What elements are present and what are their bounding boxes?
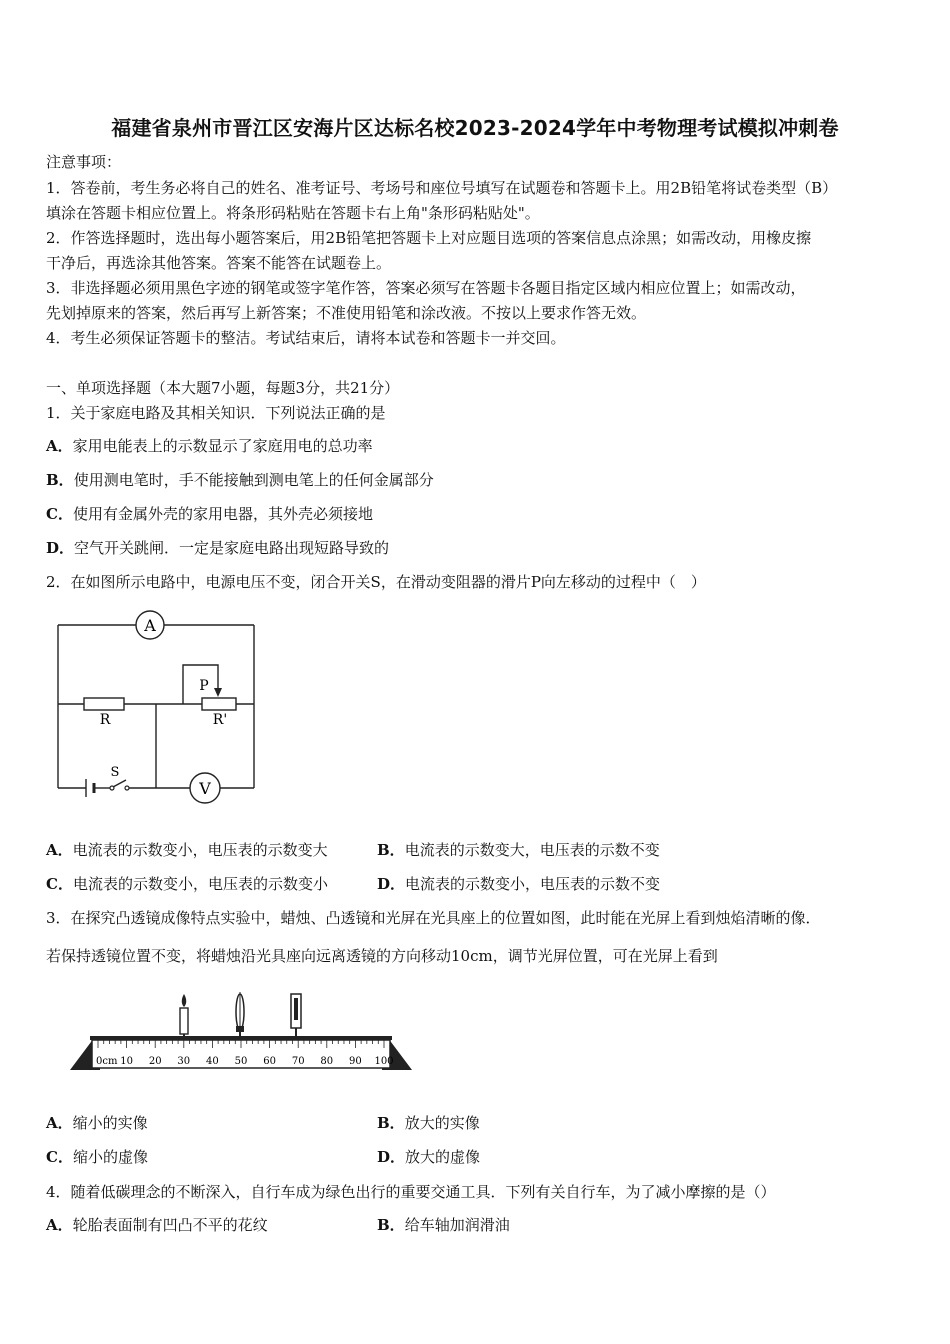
bench-tick-label: 80: [320, 1056, 334, 1067]
q2-option-b: [377, 840, 660, 860]
option-label: D．: [377, 875, 406, 893]
option-text: 电流表的示数变大，电压表的示数不变: [404, 841, 660, 859]
option-label: A．: [46, 1114, 73, 1132]
option-text: 放大的实像: [404, 1114, 480, 1132]
option-label: C．: [46, 875, 73, 893]
option-label: B．: [377, 841, 405, 859]
bench-tick-label: 50: [234, 1056, 248, 1067]
notice-line: 3．非选择题必须用黑色字迹的钢笔或签字笔作答，答案必须写在答题卡各题目指定区域内相应位置上；如需改动，: [46, 279, 806, 297]
notice-heading: 注意事项：: [46, 153, 122, 171]
slider-label: P: [199, 678, 209, 694]
lens-icon: [236, 992, 244, 1040]
option-label: D．: [46, 539, 75, 557]
question-3-stem: 3．在探究凸透镜成像特点实验中，蜡烛、凸透镜和光屏在光具座上的位置如图，此时能在光屏上看到烛焰清晰的像．: [46, 909, 821, 927]
q1-option-b: [46, 470, 434, 490]
q4-option-b: [377, 1215, 510, 1235]
resistor-icon: [84, 698, 124, 710]
notice-line: 4．考生必须保证答题卡的整洁。考试结束后，请将本试卷和答题卡一并交回。: [46, 329, 566, 347]
option-text: 放大的虚像: [405, 1148, 481, 1166]
option-text: 使用有金属外壳的家用电器，其外壳必须接地: [72, 505, 373, 523]
q1-option-a: [46, 436, 373, 456]
bench-tick-label: 100: [374, 1056, 394, 1067]
notice-line: 1．答卷前，考生务必将自己的姓名、准考证号、考场号和座位号填写在试题卷和答题卡上。用2B铅笔将试卷类型（B）: [46, 179, 838, 197]
candle-icon: [180, 994, 188, 1040]
optical-bench-diagram: [68, 990, 414, 1074]
notice-line: 干净后，再选涂其他答案。答案不能答在试题卷上。: [46, 254, 392, 272]
option-label: A．: [46, 841, 73, 859]
question-3-stem-cont: 若保持透镜位置不变，将蜡烛沿光具座向远离透镜的方向移动10cm，调节光屏位置，可在光屏上看到: [46, 947, 718, 965]
option-label: B．: [46, 471, 74, 489]
q2-option-c: [46, 874, 328, 894]
option-label: B．: [377, 1216, 405, 1234]
q1-option-d: [46, 538, 389, 558]
question-2-stem: 2．在如图所示电路中，电源电压不变，闭合开关S，在滑动变阻器的滑片P向左移动的过程中（ ）: [46, 573, 706, 591]
q3-option-c: [46, 1147, 148, 1167]
option-label: C．: [46, 1148, 73, 1166]
option-text: 给车轴加润滑油: [404, 1216, 510, 1234]
screen-icon: [291, 994, 301, 1040]
question-1-stem: 1．关于家庭电路及其相关知识．下列说法正确的是: [46, 404, 386, 422]
q3-option-b: [377, 1113, 480, 1133]
option-text: 轮胎表面制有凹凸不平的花纹: [72, 1216, 268, 1234]
option-text: 缩小的虚像: [72, 1148, 148, 1166]
notice-line: 先划掉原来的答案，然后再写上新答案；不准使用铅笔和涂改液。不按以上要求作答无效。: [46, 304, 647, 322]
option-text: 电流表的示数变小，电压表的示数变小: [72, 875, 328, 893]
q1-option-c: [46, 504, 373, 524]
option-label: A．: [46, 1216, 73, 1234]
bench-tick-label: 0cm: [96, 1056, 118, 1067]
q3-option-d: [377, 1147, 480, 1167]
voltmeter-label: V: [199, 779, 211, 798]
slider-arrow-icon: [214, 688, 222, 697]
option-text: 缩小的实像: [72, 1114, 148, 1132]
bench-tick-label: 90: [349, 1056, 362, 1067]
option-label: C．: [46, 505, 73, 523]
bench-tick-label: 30: [177, 1056, 191, 1067]
option-label: B．: [377, 1114, 405, 1132]
q2-option-d: [377, 874, 660, 894]
rheostat-icon: [202, 698, 236, 710]
bench-tick-label: 40: [206, 1056, 219, 1067]
option-text: 电流表的示数变小，电压表的示数不变: [405, 875, 661, 893]
option-label: D．: [377, 1148, 406, 1166]
rheostat-label: R': [212, 712, 228, 728]
notice-line: 2．作答选择题时，选出每小题答案后，用2B铅笔把答题卡上对应题目选项的答案信息点涂黑；如需改动，用橡皮擦: [46, 229, 812, 247]
circuit-diagram: [50, 608, 270, 808]
switch-label: S: [110, 765, 120, 780]
notice-line: 填涂在答题卡相应位置上。将条形码粘贴在答题卡右上角"条形码粘贴处"。: [46, 204, 540, 222]
bench-tick-label: 70: [291, 1056, 305, 1067]
q4-option-a: [46, 1215, 268, 1235]
option-text: 家用电能表上的示数显示了家庭用电的总功率: [72, 437, 373, 455]
bench-tick-label: 10: [120, 1056, 133, 1067]
q3-option-a: [46, 1113, 148, 1133]
option-text: 空气开关跳闸．一定是家庭电路出现短路导致的: [74, 539, 390, 557]
option-label: A．: [46, 437, 73, 455]
question-4-stem: 4．随着低碳理念的不断深入，自行车成为绿色出行的重要交通工具．下列有关自行车，为了减小摩擦的是（）: [46, 1183, 776, 1201]
bench-tick-label: 20: [148, 1056, 162, 1067]
q2-option-a: [46, 840, 328, 860]
section-heading: 一、单项选择题（本大题7小题，每题3分，共21分）: [46, 379, 400, 397]
resistor-label: R: [99, 712, 111, 728]
bench-tick-label: 60: [263, 1056, 276, 1067]
page-title: 福建省泉州市晋江区安海片区达标名校2023-2024学年中考物理考试模拟冲刺卷: [111, 116, 839, 140]
option-text: 使用测电笔时，手不能接触到测电笔上的任何金属部分: [73, 471, 434, 489]
option-text: 电流表的示数变小，电压表的示数变大: [72, 841, 328, 859]
ammeter-label: A: [144, 616, 156, 635]
